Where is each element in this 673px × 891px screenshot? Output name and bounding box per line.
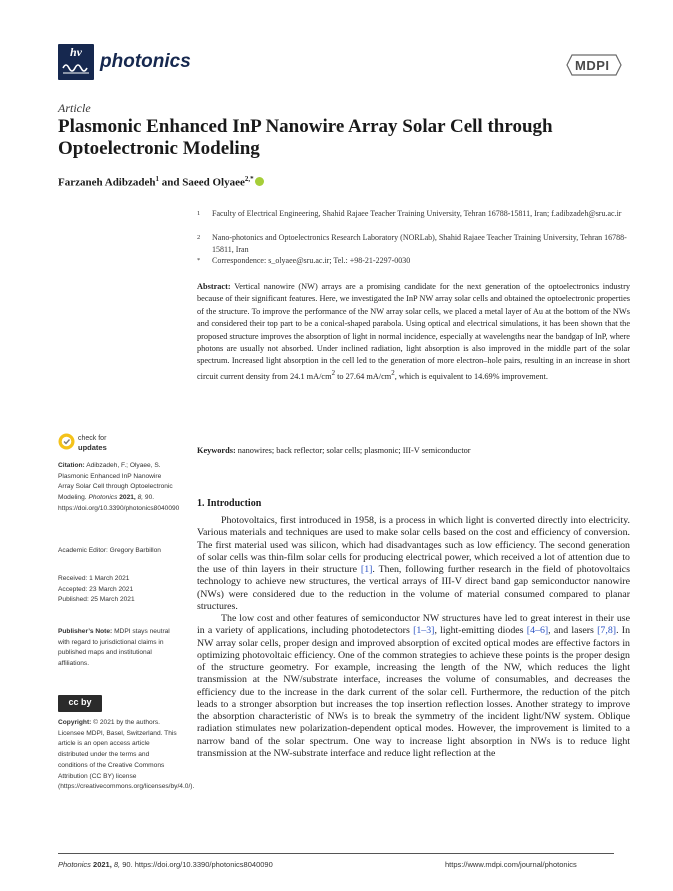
check-updates-label: check for	[78, 435, 107, 442]
citation-link[interactable]: [7,8]	[597, 625, 617, 637]
paragraph-text: . In NW array solar cells, proper design and improved absorption of excited optical modes are effective factors in optimizing photovoltaic efficiency. One of the common strategies to achieve these points is the proper design of the structure geometry. For example, increasing the length of the NW, which reduces the light transmission at the NW/substrate interface, increases the volume of consumables, and decreases the efficiency due to the increase in the dark current of the solar cell. Furthermore, the reduction of the pitch leads to a stronger absorption but increases the top insertion reflection losses. Another strategy to improve the absorption characteristic of NWs is to break the symmetry of the incident light/NW system. Oblique radiation stimulates new polarization-dependent optical modes. However, the improvement is limited to a narrow band of the solar spectrum. One way to increase light absorption in NWs is to reduce light transmission at the NW-substrate interface and reduce light reflection at the	[197, 625, 631, 759]
footer-doi[interactable]: 90. https://doi.org/10.3390/photonics8040090	[120, 860, 273, 869]
dates-block	[58, 574, 178, 606]
footer-journal-url[interactable]: https://www.mdpi.com/journal/photonics	[445, 860, 577, 869]
citation-label: Citation:	[58, 462, 85, 469]
affiliation-number: 1	[197, 210, 201, 217]
check-updates-icon	[58, 433, 75, 450]
abstract	[197, 281, 630, 383]
affiliation-text: Nano-photonics and Optoelectronics Research Laboratory (NORLab), Shahid Rajaee Teacher Training University, Tehran 16788-15811, Iran	[212, 233, 627, 254]
mdpi-logo	[566, 54, 622, 76]
wave-icon	[62, 61, 90, 75]
article-type: Article	[58, 101, 91, 115]
footer-divider	[58, 853, 614, 854]
affiliation-1	[197, 208, 627, 220]
published-date: Published: 25 March 2021	[58, 596, 135, 604]
publisher-name: MDPI	[575, 58, 610, 73]
publisher-note-label: Publisher’s Note:	[58, 628, 113, 635]
footer-volume: 8,	[111, 860, 121, 869]
orcid-icon[interactable]	[255, 177, 264, 186]
academic-editor: Academic Editor: Gregory Barbillon	[58, 547, 161, 554]
footer-journal: Photonics	[58, 860, 91, 869]
abstract-label: Abstract:	[197, 282, 231, 291]
paragraph-text: Photovoltaics, first introduced in 1958, is a process in which light is converted directly into electricity. Various materials and techniques are used to make solar cells based on the cost and efficiency of conversion. The first material used was silicon, which had disadvantages such as low efficiency. The second generation of solar cells was thin-film solar cells for producing electrical power, which received a lot of attention due to the use of thin layers in their structure	[197, 515, 630, 575]
paragraph	[197, 515, 630, 613]
paragraph	[197, 613, 630, 760]
correspondence-text: Correspondence: s_olyaee@sru.ac.ir; Tel.: +98-21-2297-0030	[212, 256, 411, 265]
copyright-block	[58, 718, 195, 793]
introduction-body	[197, 515, 630, 760]
author-name[interactable]: Farzaneh Adibzadeh	[58, 176, 156, 189]
check-updates-label: updates	[78, 443, 107, 452]
affiliation-marker: 1	[155, 175, 159, 183]
journal-logo	[58, 44, 94, 80]
abstract-text: Vertical nanowire (NW) arrays are a promising candidate for the next generation of the optoelectronics industry because of their significant features. Here, we investigated the InP NW array solar cells and obtained the optoelectronic properties of the structure. To improve the performance of the NW array solar cells, we placed a metal layer of Au at the bottom of the NWs and considered their top part to be a conical-shaped parabola. Using optical and electrical simulations, it has been shown that the proposed structure improves the absorption of light in normal incidence, especially at wavelengths near the bandgap of InP, where photons are usually not absorbed. Under inclined radiation, light absorption is also improved in the middle part of the solar spectrum. Increased light absorption in the cell led to the generation of more electron–hole pairs, resulting in an increase in short circuit current density from 24.1 mA/cm	[197, 282, 630, 381]
citation-journal: Photonics	[88, 494, 118, 502]
affiliation-2	[197, 232, 627, 255]
check-for-updates[interactable]	[58, 433, 138, 455]
citation-volume: 8,	[135, 494, 144, 502]
cc-by-license-badge[interactable]	[58, 695, 102, 712]
article-title: Plasmonic Enhanced InP Nanowire Array Solar Cell through Optoelectronic Modeling	[58, 116, 553, 159]
footer-year: 2021,	[90, 860, 112, 869]
journal-name: photonics	[100, 51, 191, 72]
citation-link[interactable]: [1]	[360, 564, 373, 575]
publisher-note	[58, 627, 178, 670]
copyright-label: Copyright:	[58, 719, 92, 726]
author-conjunction: and	[158, 176, 183, 189]
logo-text: hv	[70, 45, 82, 59]
received-date: Received: 1 March 2021	[58, 575, 130, 582]
citation-year: 2021,	[117, 494, 136, 502]
abstract-text: to 27.64 mA/cm	[335, 371, 392, 381]
affiliation-text: Faculty of Electrical Engineering, Shahid Rajaee Teacher Training University, Tehran 16788-15811, Iran; f.adibzadeh@sru.ac.ir	[212, 209, 622, 218]
keywords-text: nanowires; back reflector; solar cells; plasmonic; III-V semiconductor	[235, 446, 471, 455]
author-name[interactable]: Saeed Olyaee	[182, 176, 245, 189]
citation-link[interactable]: [1–3]	[413, 625, 435, 637]
affiliation-marker: 2,*	[244, 175, 254, 183]
correspondence	[197, 255, 627, 267]
citation-link[interactable]: [4–6]	[526, 625, 549, 637]
superscript: 2	[331, 369, 336, 377]
publisher-note-text: MDPI stays neutral with regard to jurisdictional claims in published maps and institutional affiliations.	[58, 628, 170, 668]
copyright-text: © 2021 by the authors. Licensee MDPI, Basel, Switzerland. This article is an open access article distributed under the terms and conditions of the Creative Commons Attribution (CC BY) license (https://creativecommons.org/licenses/by/4.0/).	[58, 719, 195, 791]
superscript: 2	[391, 369, 395, 377]
citation-block	[58, 461, 178, 515]
abstract-text: , which is equivalent to 14.69% improvement.	[394, 371, 548, 381]
keywords	[197, 445, 630, 457]
correspondence-marker: *	[197, 257, 201, 264]
paragraph-text: . Then, following further research in the field of photovoltaics technology to achieve new structures, the vertical arrays of III-V direct band gap semiconductor nanowire (NWs) were considered due to the reduction in the volume of material consumed compared to planar structures.	[197, 564, 630, 612]
keywords-label: Keywords:	[197, 446, 236, 455]
paragraph-text: , and lasers	[548, 625, 598, 637]
citation-doi[interactable]: 90. https://doi.org/10.3390/photonics8040090	[58, 494, 180, 512]
cc-by-label: cc by	[68, 697, 92, 707]
accepted-date: Accepted: 23 March 2021	[58, 585, 134, 593]
section-heading: 1. Introduction	[197, 498, 262, 509]
paragraph-text: , light-emitting diodes	[434, 625, 527, 637]
affiliation-number: 2	[197, 234, 201, 241]
citation-text: Adibzadeh, F.; Olyaee, S. Plasmonic Enhanced InP Nanowire Array Solar Cell through Optoelectronic Modeling.	[58, 462, 173, 502]
footer-citation	[58, 860, 273, 869]
author-list	[58, 175, 264, 189]
paragraph-text: The low cost and other features of semiconductor NW structures have led to great interest in their use in a variety of applications, including photodetectors	[197, 613, 630, 637]
